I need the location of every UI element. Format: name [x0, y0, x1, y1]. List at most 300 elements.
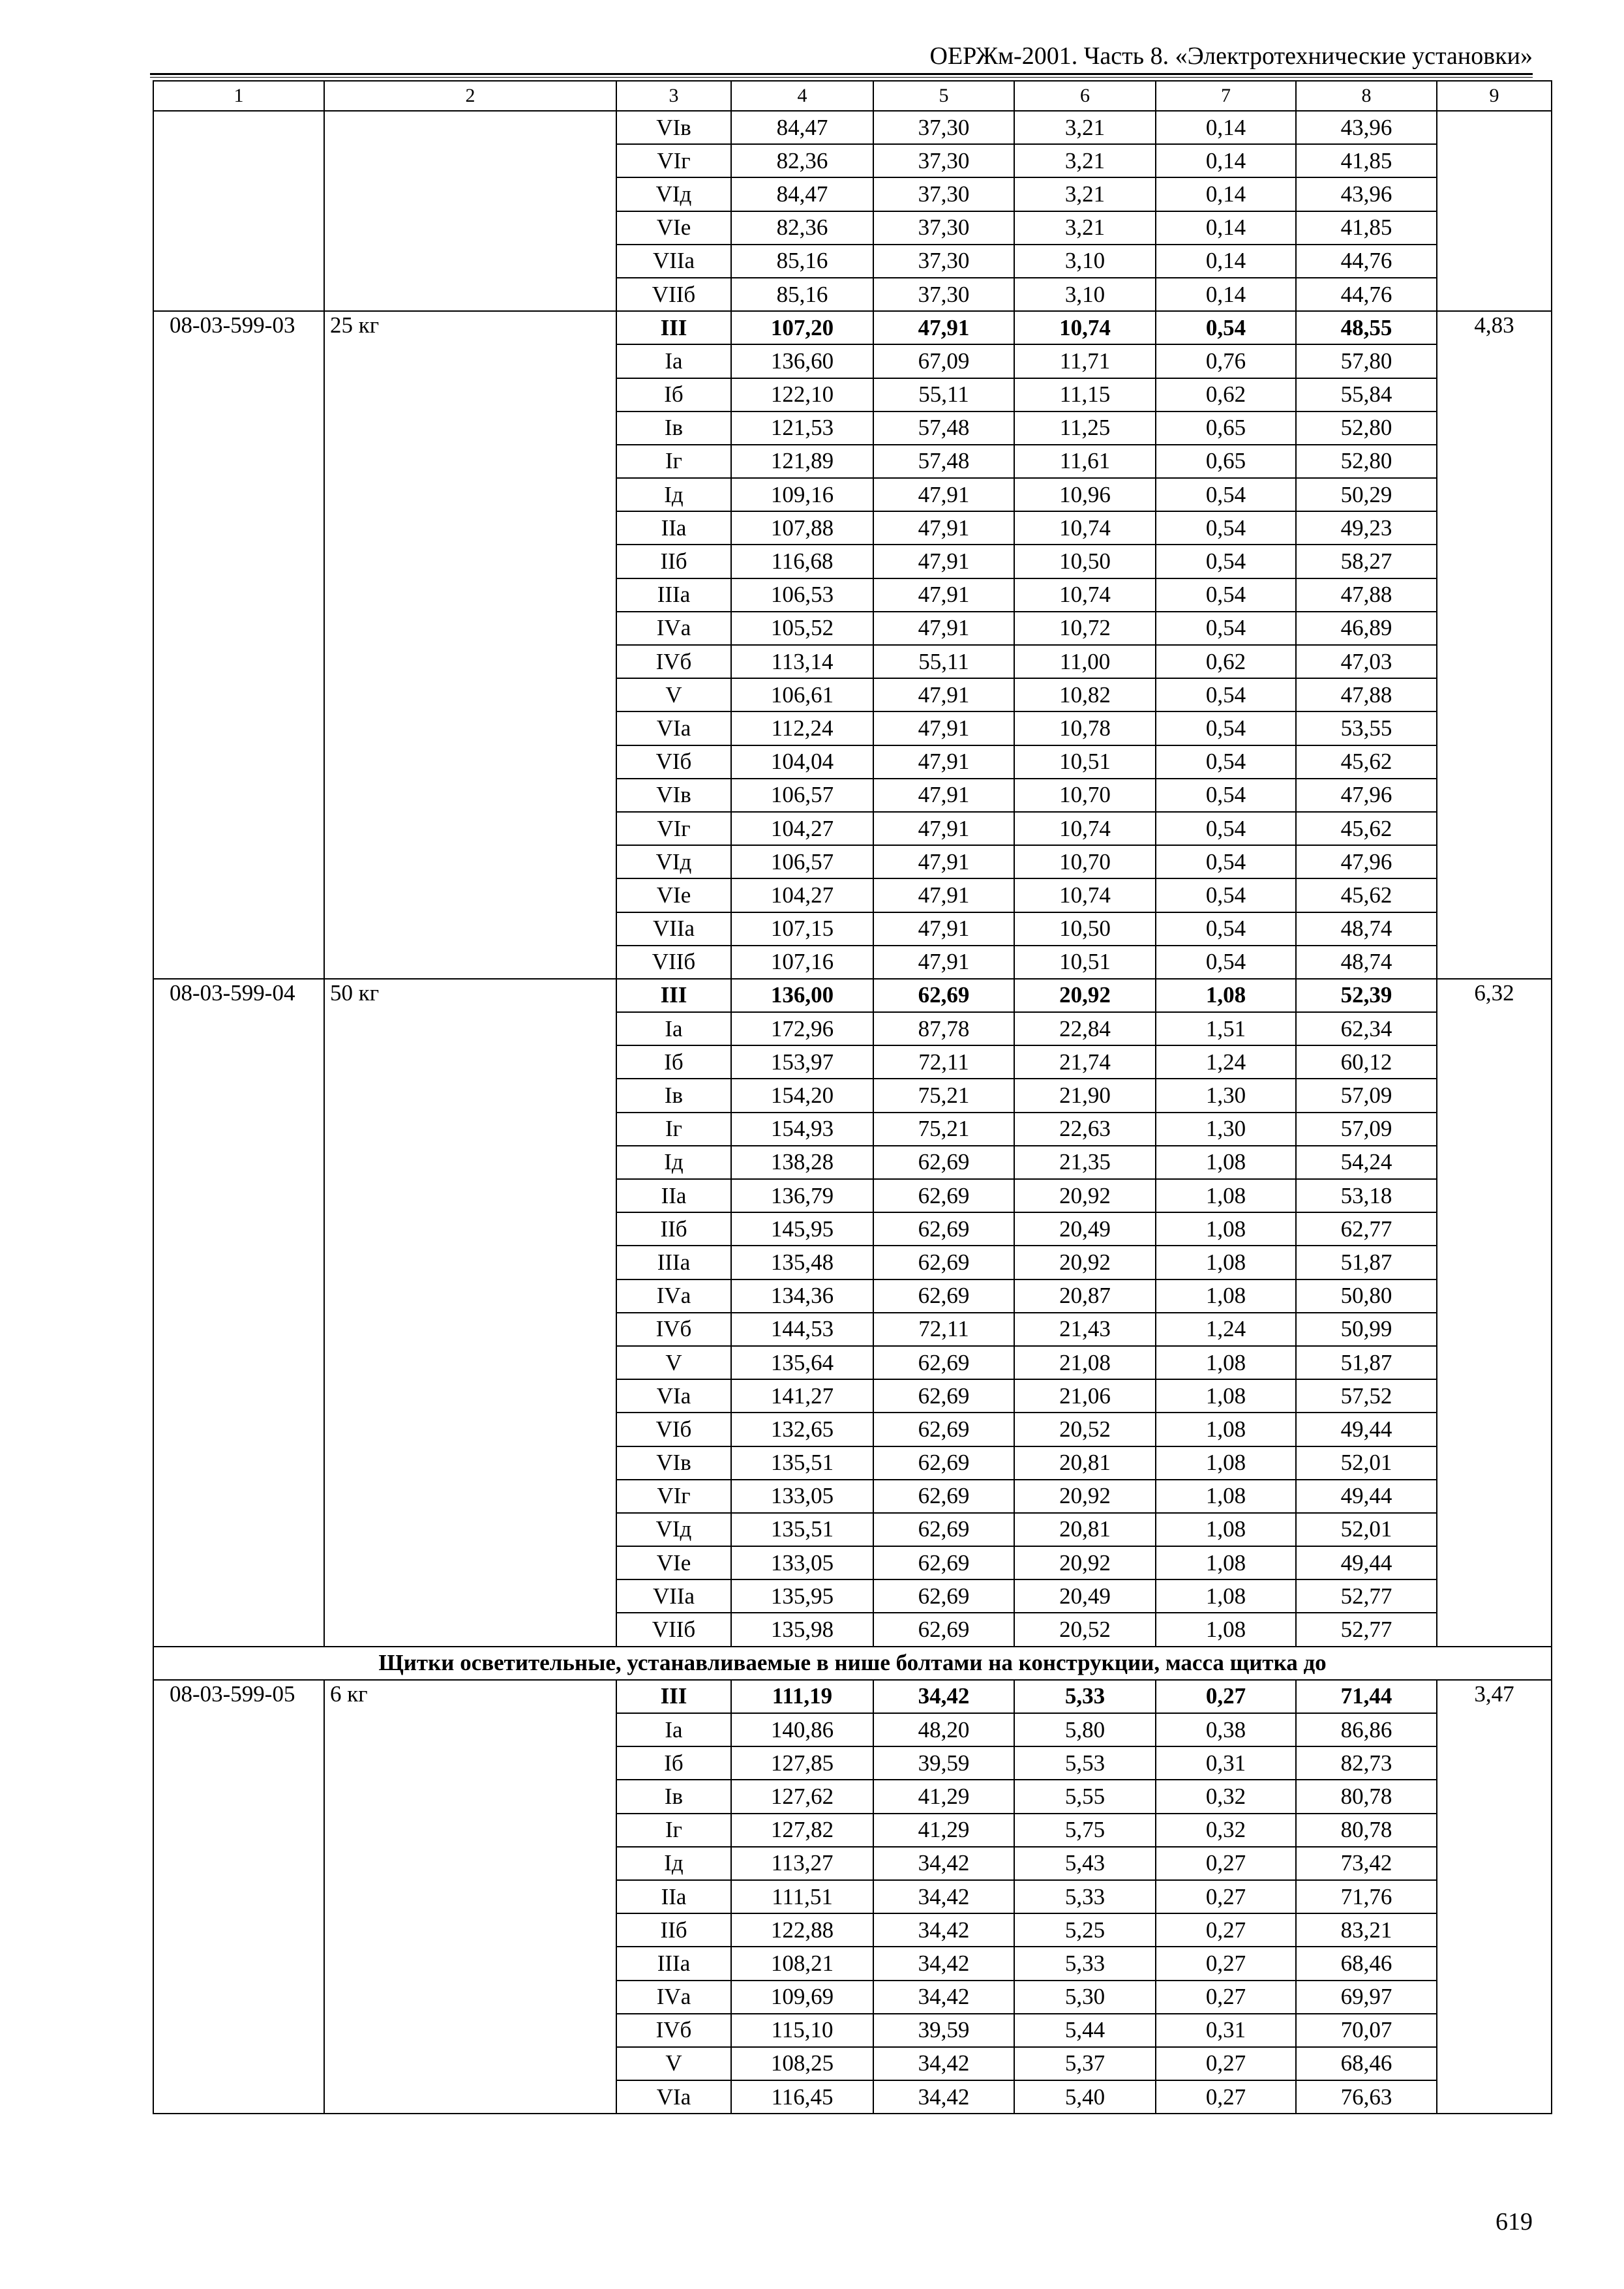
- zone-cell: V: [616, 678, 731, 711]
- value-cell-col6: 10,74: [1014, 311, 1156, 344]
- value-cell-col4: 133,05: [731, 1480, 873, 1513]
- value-cell-col7: 0,54: [1156, 511, 1296, 545]
- zone-cell: Iб: [616, 1045, 731, 1079]
- value-cell-col4: 106,57: [731, 779, 873, 812]
- value-cell-col4: 84,47: [731, 177, 873, 211]
- value-cell-col5: 62,69: [873, 1212, 1014, 1246]
- rate-code: 08-03-599-04: [153, 979, 324, 1647]
- value-cell-col7: 1,30: [1156, 1113, 1296, 1146]
- value-cell-col5: 62,69: [873, 1413, 1014, 1446]
- value-cell-col8: 53,18: [1296, 1179, 1437, 1212]
- value-cell-col6: 21,35: [1014, 1146, 1156, 1179]
- value-cell-col6: 10,72: [1014, 612, 1156, 645]
- value-cell-col4: 106,57: [731, 845, 873, 878]
- value-cell-col6: 5,44: [1014, 2014, 1156, 2047]
- zone-cell: IIIа: [616, 1246, 731, 1279]
- value-cell-col5: 47,91: [873, 478, 1014, 511]
- value-cell-col5: 47,91: [873, 912, 1014, 946]
- value-cell-col5: 55,11: [873, 645, 1014, 678]
- zone-cell: Iб: [616, 378, 731, 411]
- value-cell-col7: 0,54: [1156, 878, 1296, 912]
- value-cell-col4: 106,61: [731, 678, 873, 711]
- zone-cell: Iд: [616, 1146, 731, 1179]
- zone-cell: Iа: [616, 344, 731, 378]
- table-row: [153, 1680, 1552, 1713]
- zone-cell: V: [616, 2047, 731, 2080]
- value-cell-col7: 0,27: [1156, 1880, 1296, 1913]
- value-cell-col6: 10,82: [1014, 678, 1156, 711]
- value-cell-col5: 62,69: [873, 1246, 1014, 1279]
- zone-cell: Iв: [616, 411, 731, 445]
- column-number-4: 4: [731, 81, 873, 111]
- value-cell-col7: 1,08: [1156, 1613, 1296, 1646]
- value-cell-col8: 52,01: [1296, 1446, 1437, 1480]
- zone-cell: VIIб: [616, 1613, 731, 1646]
- value-cell-col4: 135,98: [731, 1613, 873, 1646]
- value-cell-col5: 41,29: [873, 1814, 1014, 1847]
- value-cell-col6: 3,10: [1014, 245, 1156, 278]
- value-cell-col4: 127,85: [731, 1746, 873, 1780]
- value-cell-col7: 1,08: [1156, 1413, 1296, 1446]
- value-cell-col5: 62,69: [873, 979, 1014, 1012]
- value-cell-col4: 84,47: [731, 111, 873, 144]
- value-cell-col5: 47,91: [873, 812, 1014, 845]
- rate-description: 6 кг: [324, 1680, 616, 2114]
- zone-cell: IVа: [616, 612, 731, 645]
- zone-cell: Iв: [616, 1780, 731, 1813]
- value-cell-col8: 73,42: [1296, 1847, 1437, 1880]
- value-cell-col4: 136,00: [731, 979, 873, 1012]
- value-cell-col8: 47,03: [1296, 645, 1437, 678]
- value-cell-col7: 0,31: [1156, 1746, 1296, 1780]
- value-cell-col5: 37,30: [873, 177, 1014, 211]
- value-cell-col5: 62,69: [873, 1379, 1014, 1413]
- value-cell-col5: 62,69: [873, 1480, 1014, 1513]
- value-cell-col6: 10,50: [1014, 912, 1156, 946]
- zone-cell: IIIа: [616, 1947, 731, 1980]
- value-cell-col4: 107,88: [731, 511, 873, 545]
- value-cell-col4: 153,97: [731, 1045, 873, 1079]
- zone-cell: Iд: [616, 1847, 731, 1880]
- value-cell-col6: 3,21: [1014, 111, 1156, 144]
- value-cell-col8: 49,44: [1296, 1480, 1437, 1513]
- value-cell-col8: 57,09: [1296, 1079, 1437, 1112]
- value-cell-col6: 5,25: [1014, 1913, 1156, 1947]
- value-cell-col6: 10,74: [1014, 878, 1156, 912]
- table-row: [153, 111, 1552, 144]
- table-row: [153, 979, 1552, 1012]
- value-cell-col7: 0,14: [1156, 144, 1296, 177]
- value-cell-col7: 0,54: [1156, 745, 1296, 779]
- value-cell-col4: 111,51: [731, 1880, 873, 1913]
- zone-cell: IIб: [616, 1913, 731, 1947]
- value-cell-col7: 0,27: [1156, 2047, 1296, 2080]
- value-cell-col6: 5,33: [1014, 1947, 1156, 1980]
- value-cell-col8: 44,76: [1296, 245, 1437, 278]
- value-cell-col8: 51,87: [1296, 1246, 1437, 1279]
- rate-description: [324, 111, 616, 311]
- value-cell-col6: 11,25: [1014, 411, 1156, 445]
- zone-cell: IIб: [616, 545, 731, 578]
- zone-cell: Iа: [616, 1713, 731, 1746]
- zone-cell: III: [616, 1680, 731, 1713]
- zone-cell: IVа: [616, 1279, 731, 1313]
- zone-cell: IIIа: [616, 578, 731, 612]
- rate-description: 25 кг: [324, 311, 616, 979]
- value-cell-col4: 136,60: [731, 344, 873, 378]
- value-cell-col4: 122,10: [731, 378, 873, 411]
- value-cell-col4: 138,28: [731, 1146, 873, 1179]
- value-cell-col6: 3,21: [1014, 211, 1156, 245]
- value-cell-col8: 62,77: [1296, 1212, 1437, 1246]
- zone-cell: VIIб: [616, 946, 731, 979]
- value-cell-col6: 5,75: [1014, 1814, 1156, 1847]
- value-cell-col8: 52,77: [1296, 1613, 1437, 1646]
- value-cell-col8: 45,62: [1296, 745, 1437, 779]
- value-cell-col4: 106,53: [731, 578, 873, 612]
- value-cell-col8: 48,74: [1296, 912, 1437, 946]
- value-cell-col8: 54,24: [1296, 1146, 1437, 1179]
- value-cell-col8: 49,44: [1296, 1413, 1437, 1446]
- zone-cell: Iб: [616, 1746, 731, 1780]
- value-cell-col6: 5,33: [1014, 1880, 1156, 1913]
- value-cell-col8: 41,85: [1296, 211, 1437, 245]
- value-cell-col8: 68,46: [1296, 2047, 1437, 2080]
- value-cell-col8: 82,73: [1296, 1746, 1437, 1780]
- zone-cell: Iв: [616, 1079, 731, 1112]
- value-cell-col4: 85,16: [731, 278, 873, 311]
- zone-cell: VIIб: [616, 278, 731, 311]
- value-cell-col7: 0,27: [1156, 1680, 1296, 1713]
- value-cell-col4: 109,69: [731, 1981, 873, 2014]
- value-cell-col5: 34,42: [873, 1680, 1014, 1713]
- value-cell-col7: 1,08: [1156, 1179, 1296, 1212]
- value-cell-col4: 154,93: [731, 1113, 873, 1146]
- value-cell-col7: 1,08: [1156, 1146, 1296, 1179]
- value-cell-col7: 1,24: [1156, 1045, 1296, 1079]
- value-cell-col5: 62,69: [873, 1179, 1014, 1212]
- column-number-6: 6: [1014, 81, 1156, 111]
- zone-cell: IIа: [616, 511, 731, 545]
- value-cell-col6: 10,51: [1014, 946, 1156, 979]
- zone-cell: VIIа: [616, 912, 731, 946]
- value-cell-col6: 21,74: [1014, 1045, 1156, 1079]
- col9-value: [1437, 111, 1552, 311]
- value-cell-col7: 1,08: [1156, 1513, 1296, 1546]
- zone-cell: VIа: [616, 711, 731, 745]
- zone-cell: IIа: [616, 1179, 731, 1212]
- value-cell-col5: 47,91: [873, 612, 1014, 645]
- value-cell-col7: 1,08: [1156, 979, 1296, 1012]
- value-cell-col6: 20,81: [1014, 1446, 1156, 1480]
- value-cell-col8: 47,96: [1296, 779, 1437, 812]
- value-cell-col5: 47,91: [873, 311, 1014, 344]
- value-cell-col7: 0,65: [1156, 445, 1296, 478]
- rate-code: 08-03-599-03: [153, 311, 324, 979]
- value-cell-col8: 46,89: [1296, 612, 1437, 645]
- value-cell-col5: 37,30: [873, 211, 1014, 245]
- value-cell-col4: 104,27: [731, 812, 873, 845]
- value-cell-col6: 20,92: [1014, 979, 1156, 1012]
- value-cell-col7: 0,76: [1156, 344, 1296, 378]
- value-cell-col4: 104,04: [731, 745, 873, 779]
- value-cell-col7: 0,54: [1156, 578, 1296, 612]
- value-cell-col7: 0,14: [1156, 111, 1296, 144]
- value-cell-col6: 3,21: [1014, 177, 1156, 211]
- value-cell-col8: 51,87: [1296, 1346, 1437, 1379]
- value-cell-col6: 3,10: [1014, 278, 1156, 311]
- value-cell-col5: 57,48: [873, 411, 1014, 445]
- value-cell-col6: 10,96: [1014, 478, 1156, 511]
- value-cell-col4: 135,48: [731, 1246, 873, 1279]
- value-cell-col6: 5,80: [1014, 1713, 1156, 1746]
- zone-cell: VIа: [616, 1379, 731, 1413]
- value-cell-col6: 20,87: [1014, 1279, 1156, 1313]
- value-cell-col6: 5,40: [1014, 2080, 1156, 2114]
- rate-description: 50 кг: [324, 979, 616, 1647]
- zone-cell: Iа: [616, 1012, 731, 1045]
- value-cell-col4: 107,20: [731, 311, 873, 344]
- zone-cell: IIа: [616, 1880, 731, 1913]
- zone-cell: Iг: [616, 445, 731, 478]
- value-cell-col4: 122,88: [731, 1913, 873, 1947]
- column-number-row: [153, 81, 1552, 111]
- zone-cell: VIе: [616, 211, 731, 245]
- header-rule-thin: [150, 77, 1533, 78]
- value-cell-col5: 57,48: [873, 445, 1014, 478]
- zone-cell: VIIа: [616, 245, 731, 278]
- value-cell-col7: 1,08: [1156, 1480, 1296, 1513]
- value-cell-col5: 37,30: [873, 111, 1014, 144]
- zone-cell: VIб: [616, 745, 731, 779]
- zone-cell: VIг: [616, 1480, 731, 1513]
- value-cell-col5: 47,91: [873, 779, 1014, 812]
- value-cell-col4: 121,89: [731, 445, 873, 478]
- value-cell-col7: 1,51: [1156, 1012, 1296, 1045]
- value-cell-col8: 48,55: [1296, 311, 1437, 344]
- value-cell-col7: 0,54: [1156, 678, 1296, 711]
- zone-cell: VIе: [616, 878, 731, 912]
- column-number-1: 1: [153, 81, 324, 111]
- value-cell-col8: 41,85: [1296, 144, 1437, 177]
- value-cell-col5: 75,21: [873, 1113, 1014, 1146]
- value-cell-col8: 57,52: [1296, 1379, 1437, 1413]
- col9-value: 4,83: [1437, 311, 1552, 979]
- value-cell-col4: 136,79: [731, 1179, 873, 1212]
- zone-cell: VIе: [616, 1546, 731, 1579]
- value-cell-col6: 10,70: [1014, 779, 1156, 812]
- value-cell-col7: 0,27: [1156, 1981, 1296, 2014]
- value-cell-col6: 22,63: [1014, 1113, 1156, 1146]
- value-cell-col7: 0,54: [1156, 946, 1296, 979]
- value-cell-col8: 47,88: [1296, 678, 1437, 711]
- value-cell-col6: 20,92: [1014, 1480, 1156, 1513]
- value-cell-col6: 21,43: [1014, 1313, 1156, 1346]
- value-cell-col5: 62,69: [873, 1513, 1014, 1546]
- value-cell-col7: 0,38: [1156, 1713, 1296, 1746]
- rate-code: 08-03-599-05: [153, 1680, 324, 2114]
- value-cell-col6: 5,37: [1014, 2047, 1156, 2080]
- zone-cell: VIд: [616, 177, 731, 211]
- column-number-2: 2: [324, 81, 616, 111]
- value-cell-col6: 20,81: [1014, 1513, 1156, 1546]
- value-cell-col6: 20,52: [1014, 1413, 1156, 1446]
- table-row: [153, 311, 1552, 344]
- value-cell-col5: 47,91: [873, 946, 1014, 979]
- page-header-title: ОЕРЖм-2001. Часть 8. «Электротехнические установки»: [929, 42, 1533, 70]
- value-cell-col7: 0,14: [1156, 245, 1296, 278]
- value-cell-col4: 135,51: [731, 1446, 873, 1480]
- value-cell-col6: 10,70: [1014, 845, 1156, 878]
- value-cell-col6: 10,74: [1014, 812, 1156, 845]
- value-cell-col5: 62,69: [873, 1546, 1014, 1579]
- value-cell-col5: 72,11: [873, 1045, 1014, 1079]
- value-cell-col5: 62,69: [873, 1346, 1014, 1379]
- value-cell-col8: 80,78: [1296, 1780, 1437, 1813]
- value-cell-col5: 62,69: [873, 1613, 1014, 1646]
- value-cell-col6: 20,49: [1014, 1579, 1156, 1613]
- value-cell-col7: 0,65: [1156, 411, 1296, 445]
- value-cell-col8: 57,09: [1296, 1113, 1437, 1146]
- value-cell-col4: 104,27: [731, 878, 873, 912]
- value-cell-col4: 141,27: [731, 1379, 873, 1413]
- value-cell-col5: 47,91: [873, 878, 1014, 912]
- value-cell-col8: 69,97: [1296, 1981, 1437, 2014]
- value-cell-col5: 67,09: [873, 344, 1014, 378]
- value-cell-col4: 132,65: [731, 1413, 873, 1446]
- value-cell-col4: 127,82: [731, 1814, 873, 1847]
- value-cell-col5: 47,91: [873, 545, 1014, 578]
- zone-cell: Iг: [616, 1814, 731, 1847]
- value-cell-col5: 75,21: [873, 1079, 1014, 1112]
- value-cell-col7: 0,27: [1156, 1947, 1296, 1980]
- value-cell-col8: 83,21: [1296, 1913, 1437, 1947]
- value-cell-col6: 11,71: [1014, 344, 1156, 378]
- value-cell-col8: 43,96: [1296, 111, 1437, 144]
- column-number-7: 7: [1156, 81, 1296, 111]
- value-cell-col4: 115,10: [731, 2014, 873, 2047]
- value-cell-col6: 21,90: [1014, 1079, 1156, 1112]
- value-cell-col5: 39,59: [873, 1746, 1014, 1780]
- zone-cell: VIг: [616, 144, 731, 177]
- value-cell-col8: 57,80: [1296, 344, 1437, 378]
- zone-cell: III: [616, 979, 731, 1012]
- zone-cell: VIб: [616, 1413, 731, 1446]
- column-number-8: 8: [1296, 81, 1437, 111]
- value-cell-col6: 20,52: [1014, 1613, 1156, 1646]
- value-cell-col7: 0,14: [1156, 211, 1296, 245]
- value-cell-col8: 49,23: [1296, 511, 1437, 545]
- zone-cell: IVб: [616, 645, 731, 678]
- value-cell-col4: 172,96: [731, 1012, 873, 1045]
- value-cell-col6: 10,74: [1014, 578, 1156, 612]
- value-cell-col6: 3,21: [1014, 144, 1156, 177]
- zone-cell: VIг: [616, 812, 731, 845]
- rate-code: [153, 111, 324, 311]
- value-cell-col7: 0,54: [1156, 545, 1296, 578]
- value-cell-col6: 5,43: [1014, 1847, 1156, 1880]
- value-cell-col6: 10,51: [1014, 745, 1156, 779]
- value-cell-col4: 108,21: [731, 1947, 873, 1980]
- value-cell-col5: 47,91: [873, 578, 1014, 612]
- zone-cell: VIд: [616, 1513, 731, 1546]
- zone-cell: VIв: [616, 779, 731, 812]
- value-cell-col7: 0,54: [1156, 812, 1296, 845]
- value-cell-col5: 34,42: [873, 1981, 1014, 2014]
- zone-cell: V: [616, 1346, 731, 1379]
- value-cell-col7: 0,54: [1156, 912, 1296, 946]
- value-cell-col6: 10,50: [1014, 545, 1156, 578]
- zone-cell: IVб: [616, 2014, 731, 2047]
- zone-cell: III: [616, 311, 731, 344]
- value-cell-col4: 135,51: [731, 1513, 873, 1546]
- value-cell-col7: 0,32: [1156, 1780, 1296, 1813]
- zone-cell: VIа: [616, 2080, 731, 2114]
- value-cell-col5: 47,91: [873, 711, 1014, 745]
- value-cell-col7: 1,08: [1156, 1379, 1296, 1413]
- value-cell-col6: 11,00: [1014, 645, 1156, 678]
- value-cell-col4: 107,15: [731, 912, 873, 946]
- value-cell-col4: 108,25: [731, 2047, 873, 2080]
- value-cell-col5: 47,91: [873, 745, 1014, 779]
- value-cell-col7: 1,24: [1156, 1313, 1296, 1346]
- column-number-5: 5: [873, 81, 1014, 111]
- value-cell-col5: 41,29: [873, 1780, 1014, 1813]
- value-cell-col5: 34,42: [873, 2080, 1014, 2114]
- value-cell-col8: 55,84: [1296, 378, 1437, 411]
- value-cell-col4: 140,86: [731, 1713, 873, 1746]
- value-cell-col7: 0,14: [1156, 278, 1296, 311]
- value-cell-col4: 82,36: [731, 211, 873, 245]
- value-cell-col8: 76,63: [1296, 2080, 1437, 2114]
- value-cell-col4: 111,19: [731, 1680, 873, 1713]
- value-cell-col8: 50,29: [1296, 478, 1437, 511]
- zone-cell: VIв: [616, 111, 731, 144]
- value-cell-col5: 47,91: [873, 511, 1014, 545]
- value-cell-col7: 1,08: [1156, 1546, 1296, 1579]
- zone-cell: VIд: [616, 845, 731, 878]
- value-cell-col4: 82,36: [731, 144, 873, 177]
- value-cell-col5: 62,69: [873, 1146, 1014, 1179]
- value-cell-col8: 52,80: [1296, 411, 1437, 445]
- value-cell-col8: 48,74: [1296, 946, 1437, 979]
- value-cell-col5: 39,59: [873, 2014, 1014, 2047]
- value-cell-col6: 11,61: [1014, 445, 1156, 478]
- value-cell-col5: 72,11: [873, 1313, 1014, 1346]
- value-cell-col8: 52,01: [1296, 1513, 1437, 1546]
- value-cell-col4: 116,68: [731, 545, 873, 578]
- value-cell-col5: 47,91: [873, 678, 1014, 711]
- value-cell-col4: 135,95: [731, 1579, 873, 1613]
- value-cell-col8: 80,78: [1296, 1814, 1437, 1847]
- value-cell-col5: 37,30: [873, 144, 1014, 177]
- value-cell-col4: 133,05: [731, 1546, 873, 1579]
- value-cell-col4: 121,53: [731, 411, 873, 445]
- value-cell-col5: 34,42: [873, 1947, 1014, 1980]
- value-cell-col6: 11,15: [1014, 378, 1156, 411]
- value-cell-col8: 52,77: [1296, 1579, 1437, 1613]
- column-number-3: 3: [616, 81, 731, 111]
- col9-value: 6,32: [1437, 979, 1552, 1647]
- zone-cell: VIIа: [616, 1579, 731, 1613]
- value-cell-col7: 0,31: [1156, 2014, 1296, 2047]
- value-cell-col4: 113,27: [731, 1847, 873, 1880]
- zone-cell: VIв: [616, 1446, 731, 1480]
- price-table: [153, 80, 1552, 2114]
- table-body: [153, 81, 1552, 2114]
- value-cell-col5: 55,11: [873, 378, 1014, 411]
- value-cell-col7: 1,08: [1156, 1346, 1296, 1379]
